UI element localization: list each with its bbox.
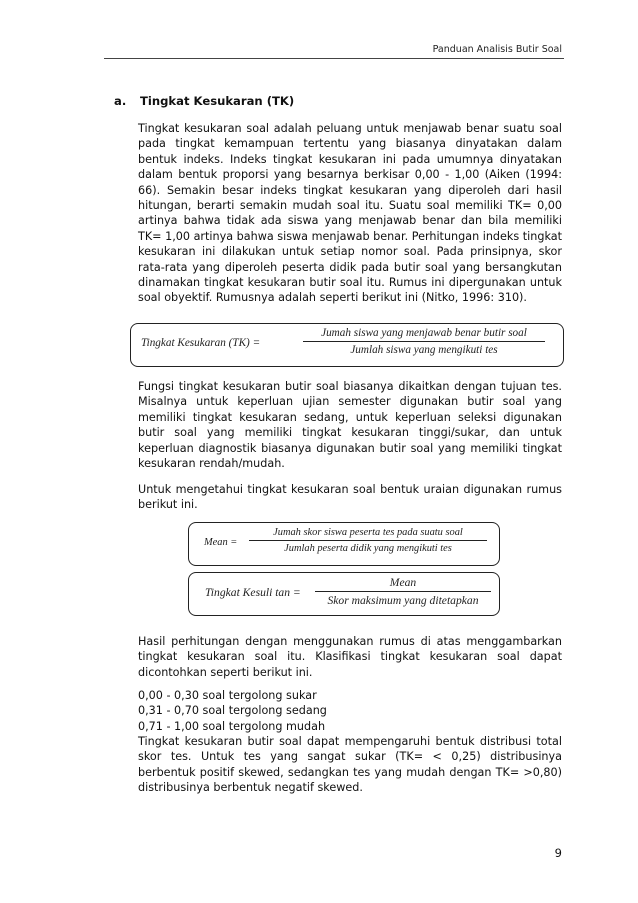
formula-tk-lhs: Tingkat Kesukaran (TK) = xyxy=(141,337,261,349)
header-rule xyxy=(104,58,564,59)
formula-difficulty-denominator: Skor maksimum yang ditetapkan xyxy=(327,594,479,607)
formula-difficulty-fraction xyxy=(315,576,491,607)
section-title: Tingkat Kesukaran (TK) xyxy=(140,94,295,108)
classification-item-mudah: 0,71 - 1,00 soal tergolong mudah xyxy=(138,719,326,733)
paragraph-result: Hasil perhitungan dengan menggunakan rumus di atas menggambarkan tingkat kesukaran soal itu. Klasifikasi tingkat kesukaran soal dapat dicontohkan seperti berikut ini. xyxy=(138,635,562,679)
section-heading xyxy=(114,94,294,108)
formula-tk-denominator: Jumlah siswa yang mengikuti tes xyxy=(350,344,498,356)
paragraph-function: Fungsi tingkat kesukaran butir soal biasanya dikaitkan dengan tujuan tes. Misalnya untuk keperluan ujian semester digunakan butir soal yang memiliki tingkat kesukaran sedang, untuk keperluan seleksi digunakan butir soal yang memiliki tingkat kesukaran tinggi/sukar, dan untuk keperluan diagnostik biasanya digunakan butir soal yang memiliki tingkat kesukaran rendah/mudah. xyxy=(138,380,562,471)
paragraph-essay-intro: Untuk mengetahui tingkat kesukaran soal bentuk uraian digunakan rumus berikut ini. xyxy=(138,483,562,512)
section-label: a. xyxy=(114,94,127,108)
formula-box-mean xyxy=(188,522,500,566)
formula-difficulty-numerator: Mean xyxy=(315,576,491,592)
classification-item-sedang: 0,31 - 0,70 soal tergolong sedang xyxy=(138,704,327,718)
page-number: 9 xyxy=(554,846,562,860)
formula-mean-denominator: Jumlah peserta didik yang mengikuti tes xyxy=(284,543,452,554)
paragraph-distribution: Tingkat kesukaran butir soal dapat mempengaruhi bentuk distribusi total skor tes. Untuk tes yang sangat sukar (TK= < 0,25) distribusinya berbentuk positif skewed, sedangkan tes yang mudah dengan TK= >0,80) distribusinya berbentuk negatif skewed. xyxy=(138,735,562,795)
running-header: Panduan Analisis Butir Soal xyxy=(432,44,562,55)
paragraph-definition: Tingkat kesukaran soal adalah peluang untuk menjawab benar suatu soal pada tingkat kemampuan tertentu yang biasanya dinyatakan dalam bentuk indeks. Indeks tingkat kesukaran ini pada umumnya dinyatakan dalam bentuk proporsi yang besarnya berkisar 0,00 - 1,00 (Aiken (1994: 66). Semakin besar indeks tingkat kesukaran yang diperoleh dari hasil hitungan, berarti semakin mudah soal itu. Suatu soal memiliki TK= 0,00 artinya bahwa tidak ada siswa yang menjawab benar dan bila memiliki TK= 1,00 artinya bahwa siswa menjawab benar. Perhitungan indeks tingkat kesukaran ini dilakukan untuk setiap nomor soal. Pada prinsipnya, skor rata-rata yang diperoleh peserta didik pada butir soal yang bersangkutan dinamakan tingkat kesukaran butir soal itu. Rumus ini dipergunakan untuk soal obyektif. Rumusnya adalah seperti berikut ini (Nitko, 1996: 310). xyxy=(138,122,562,305)
formula-box-difficulty xyxy=(188,572,500,616)
formula-mean-numerator: Jumah skor siswa peserta tes pada suatu soal xyxy=(249,527,487,541)
classification-list xyxy=(138,688,562,734)
formula-mean-fraction xyxy=(249,527,487,554)
formula-mean-lhs: Mean = xyxy=(204,537,238,548)
formula-tk-numerator: Jumah siswa yang menjawab benar butir soal xyxy=(303,327,545,342)
classification-item-sukar: 0,00 - 0,30 soal tergolong sukar xyxy=(138,689,317,702)
formula-difficulty-lhs: Tingkat Kesuli tan = xyxy=(205,586,301,599)
formula-tk-fraction xyxy=(303,327,545,356)
formula-box-tk xyxy=(130,323,564,367)
